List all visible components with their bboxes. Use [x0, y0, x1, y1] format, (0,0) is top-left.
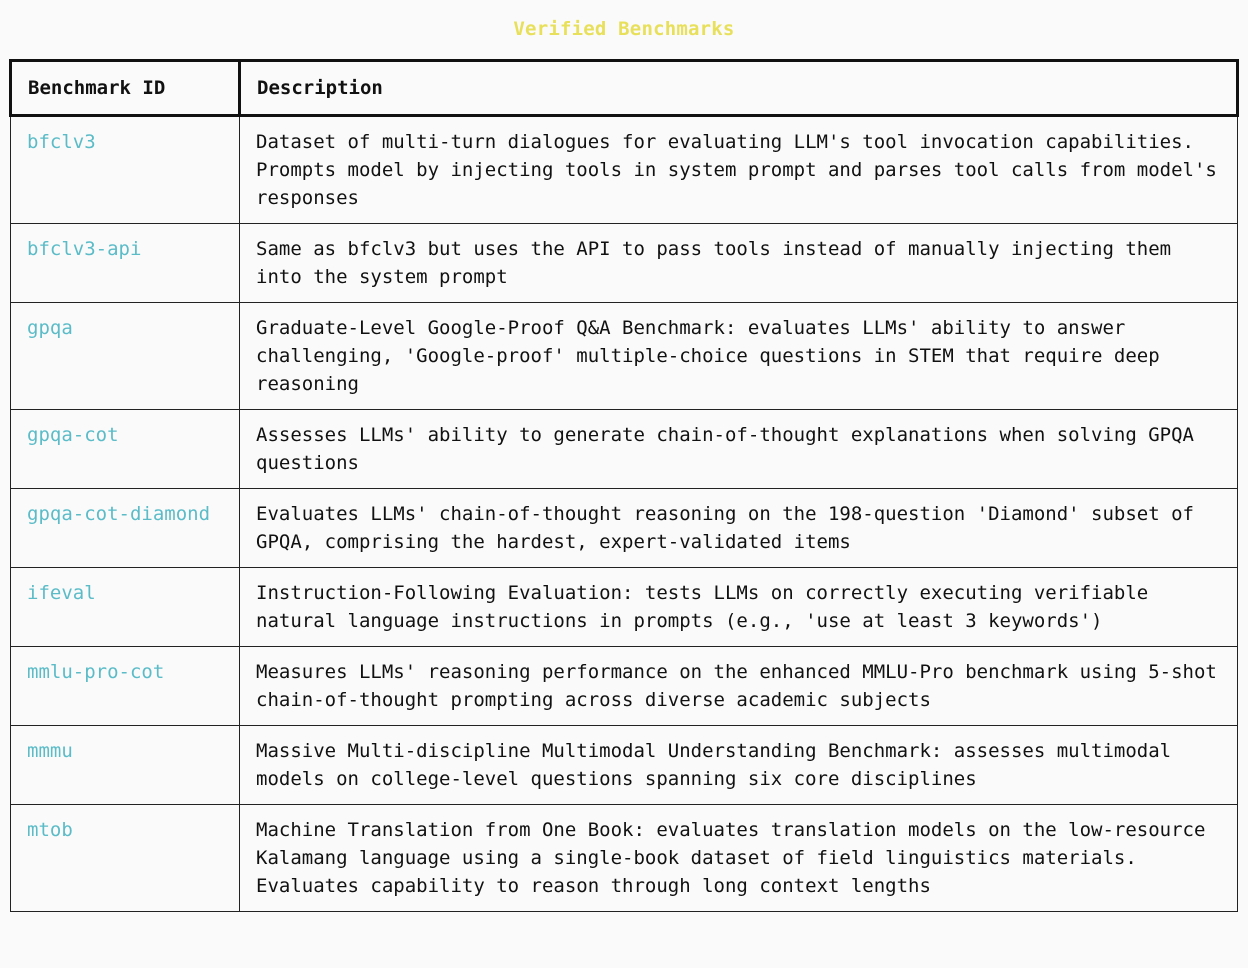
description-cell: Instruction-Following Evaluation: tests LLMs on correctly executing verifiable natural language instructions in prompts (e.g., 'use at least 3 keywords'): [240, 568, 1238, 647]
column-header-benchmark-id: Benchmark ID: [11, 61, 240, 116]
table-row: [11, 568, 1238, 647]
benchmark-id-cell: gpqa-cot: [11, 410, 240, 489]
benchmark-id-cell: mmmu: [11, 726, 240, 805]
description-cell: Massive Multi-discipline Multimodal Understanding Benchmark: assesses multimodal models on college-level questions spanning six core disciplines: [240, 726, 1238, 805]
table-row: [11, 647, 1238, 726]
benchmark-id-cell: mtob: [11, 805, 240, 912]
description-cell: Dataset of multi-turn dialogues for evaluating LLM's tool invocation capabilities. Prompts model by injecting tools in system prompt and parses tool calls from model's responses: [240, 116, 1238, 224]
table-row: [11, 726, 1238, 805]
page-title: Verified Benchmarks: [513, 18, 735, 40]
benchmarks-table: [9, 59, 1239, 912]
benchmark-id-cell: ifeval: [11, 568, 240, 647]
column-header-description: Description: [240, 61, 1238, 116]
description-cell: Measures LLMs' reasoning performance on the enhanced MMLU-Pro benchmark using 5-shot chain-of-thought prompting across diverse academic subjects: [240, 647, 1238, 726]
table-row: [11, 116, 1238, 224]
benchmark-id-cell: gpqa: [11, 303, 240, 410]
description-cell: Evaluates LLMs' chain-of-thought reasoning on the 198-question 'Diamond' subset of GPQA, comprising the hardest, expert-validated items: [240, 489, 1238, 568]
benchmark-id-cell: gpqa-cot-diamond: [11, 489, 240, 568]
benchmark-id-cell: bfclv3-api: [11, 224, 240, 303]
table-row: [11, 489, 1238, 568]
table-row: [11, 805, 1238, 912]
benchmark-id-cell: mmlu-pro-cot: [11, 647, 240, 726]
benchmark-id-cell: bfclv3: [11, 116, 240, 224]
table-row: [11, 303, 1238, 410]
table-row: [11, 224, 1238, 303]
description-cell: Machine Translation from One Book: evaluates translation models on the low-resource Kalamang language using a single-book dataset of field linguistics materials. Evaluates capability to reason through long context lengths: [240, 805, 1238, 912]
description-cell: Graduate-Level Google-Proof Q&A Benchmark: evaluates LLMs' ability to answer challenging, 'Google-proof' multiple-choice questions in STEM that require deep reasoning: [240, 303, 1238, 410]
table-row: [11, 410, 1238, 489]
description-cell: Same as bfclv3 but uses the API to pass tools instead of manually injecting them into the system prompt: [240, 224, 1238, 303]
table-header-row: [11, 61, 1238, 116]
description-cell: Assesses LLMs' ability to generate chain-of-thought explanations when solving GPQA questions: [240, 410, 1238, 489]
